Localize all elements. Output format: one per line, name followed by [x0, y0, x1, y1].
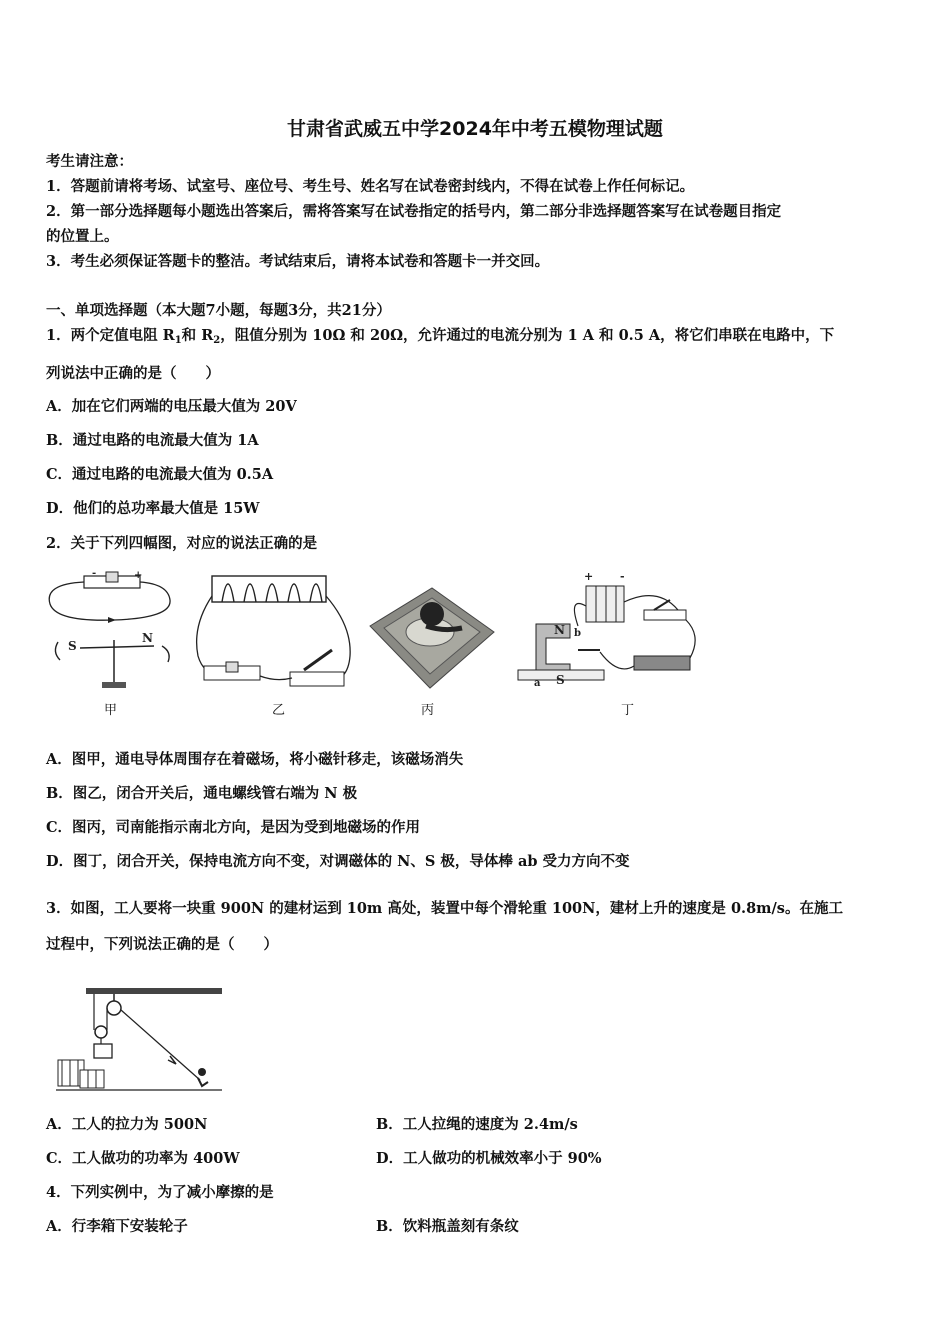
- fig-ding-n: N: [554, 623, 565, 637]
- q3-option-a: A．工人的拉力为 500N: [46, 1116, 208, 1133]
- fig-n-label: N: [142, 631, 153, 645]
- fig-ding-b: b: [574, 628, 581, 639]
- figure-pulley: [50, 984, 224, 1096]
- q3-option-b: B．工人拉绳的速度为 2.4m/s: [376, 1116, 578, 1133]
- q1-stem-c: ，阻值分别为 10Ω 和 20Ω，允许通过的电流分别为 1 A 和 0.5 A，将它们串联在电路中，下: [220, 327, 835, 344]
- figure-label-ding: 丁: [621, 703, 635, 718]
- fig-ding-plus: +: [584, 570, 594, 583]
- q3-stem-line2: 过程中，下列说法正确的是（ ）: [46, 936, 278, 953]
- q4-option-b: B．饮料瓶盖刻有条纹: [376, 1218, 519, 1235]
- q1-stem: [46, 326, 834, 351]
- q2-option-b: B．图乙，闭合开关后，通电螺线管右端为 N 极: [46, 785, 358, 802]
- q2-option-a: A．图甲，通电导体周围存在着磁场，将小磁针移走，该磁场消失: [46, 751, 464, 768]
- q2-option-c: C．图丙，司南能指示南北方向，是因为受到地磁场的作用: [46, 819, 421, 836]
- q2-option-d: D．图丁，闭合开关，保持电流方向不变，对调磁体的 N、S 极，导体棒 ab 受力方向不变: [46, 853, 630, 870]
- q2-stem: 2．关于下列四幅图，对应的说法正确的是: [46, 535, 318, 552]
- fig-ding-s: S: [556, 673, 565, 687]
- q1-option-b: B．通过电路的电流最大值为 1A: [46, 432, 259, 449]
- notice-heading: 考生请注意：: [46, 153, 133, 170]
- figure-label-jia: 甲: [104, 703, 118, 718]
- q3-stem: 3．如图，工人要将一块重 900N 的建材运到 10m 高处，装置中每个滑轮重 100N，建材上升的速度是 0.8m/s。在施工: [46, 900, 843, 917]
- figure-label-bing: 丙: [421, 703, 435, 718]
- fig-plus-label: +: [134, 570, 143, 581]
- q1-stem-a: 1．两个定值电阻 R: [46, 327, 175, 344]
- q4-stem: 4．下列实例中，为了减小摩擦的是: [46, 1184, 274, 1201]
- q3-option-d: D．工人做功的机械效率小于 90%: [376, 1150, 602, 1167]
- q3-option-c: C．工人做功的功率为 400W: [46, 1150, 240, 1167]
- fig-ding-minus: -: [620, 570, 625, 583]
- figure-yi: [192, 566, 362, 696]
- figure-label-yi: 乙: [272, 703, 286, 718]
- notice-item: 2．第一部分选择题每小题选出答案后，需将答案写在试卷指定的括号内，第二部分非选择题答案写在试卷题目指定: [46, 203, 782, 220]
- notice-item: 3．考生必须保证答题卡的整洁。考试结束后，请将本试卷和答题卡一并交回。: [46, 253, 550, 270]
- q1-stem-line2: 列说法中正确的是（ ）: [46, 365, 220, 382]
- fig-s-label: S: [68, 639, 77, 653]
- figure-bing: [366, 582, 496, 694]
- page-title: 甘肃省武威五中学2024年中考五模物理试题: [287, 118, 663, 140]
- notice-item: 1．答题前请将考场、试室号、座位号、考生号、姓名写在试卷密封线内，不得在试卷上作任何标记。: [46, 178, 695, 195]
- fig-ding-a: a: [534, 678, 541, 689]
- q4-option-a: A．行李箱下安装轮子: [46, 1218, 188, 1235]
- figure-jia: [44, 566, 184, 696]
- q1-option-c: C．通过电路的电流最大值为 0.5A: [46, 466, 274, 483]
- fig-minus-label: -: [92, 568, 97, 579]
- q1-stem-b: 和 R: [181, 327, 214, 344]
- q1-sub1: 1: [174, 335, 182, 346]
- q1-option-d: D．他们的总功率最大值是 15W: [46, 500, 260, 517]
- figure-ding: [508, 566, 704, 696]
- section-heading: 一、单项选择题（本大题7小题，每题3分，共21分）: [46, 302, 391, 319]
- q1-sub2: 2: [213, 335, 221, 346]
- q1-option-a: A．加在它们两端的电压最大值为 20V: [46, 398, 297, 415]
- notice-item: 的位置上。: [46, 228, 119, 245]
